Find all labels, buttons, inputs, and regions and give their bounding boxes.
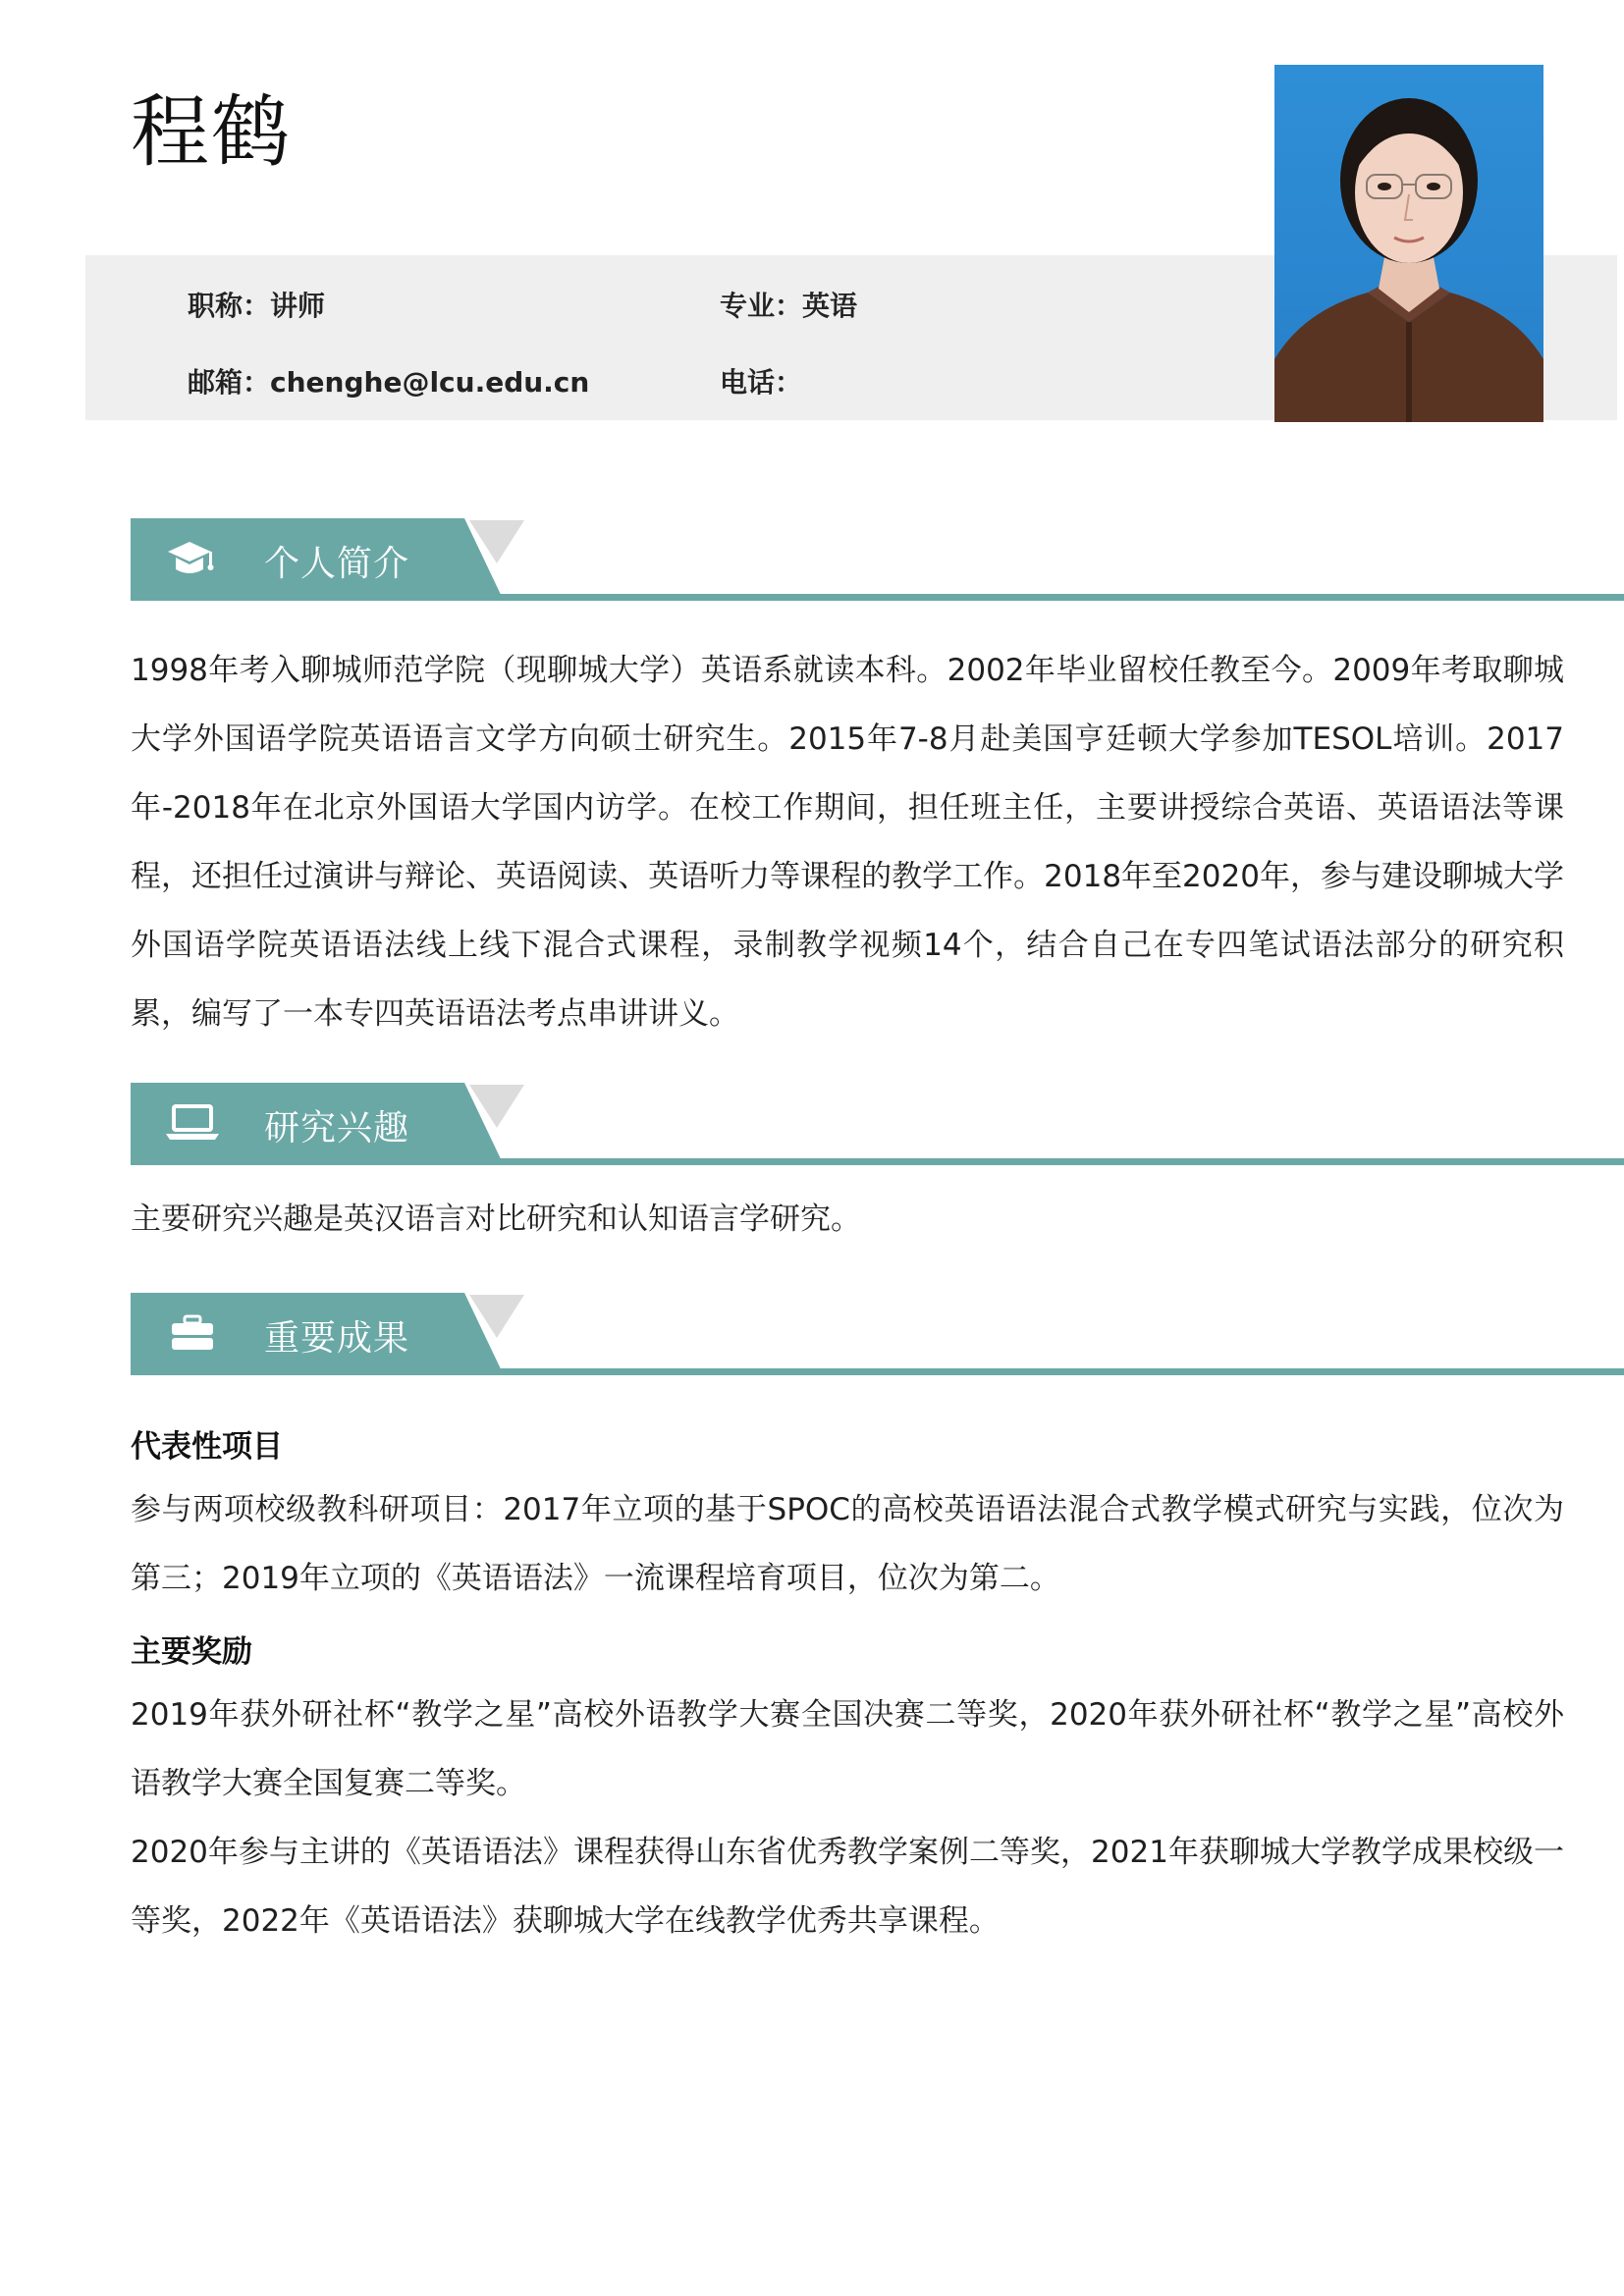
info-major [720, 285, 857, 324]
profile-text: 1998年考入聊城师范学院（现聊城大学）英语系就读本科。2002年毕业留校任教至今。2009年考取聊城大学外国语学院英语语言文学方向硕士研究生。2015年7-8月赴美国亨廷顿大学参加TESOL培训。2017年-2018年在北京外国语大学国内访学。在校工作期间，担任班主任，主要讲授综合英语、英语语法等课程，还担任过演讲与辩论、英语阅读、英语听力等课程的教学工作。2018年至2020年，参与建设聊城大学外国语学院英语语法线上线下混合式课程，录制教学视频14个，结合自己在专四笔试语法部分的研究积累，编写了一本专四英语语法考点串讲讲义。 [131, 653, 1564, 1032]
section-tab-notch [469, 1085, 524, 1128]
awards-heading: 主要奖励 [131, 1634, 252, 1670]
info-email [188, 361, 589, 400]
projects-heading: 代表性项目 [131, 1429, 283, 1465]
section-title-research: 研究兴趣 [264, 1108, 410, 1148]
person-name: 程鹤 [131, 86, 292, 178]
awards-text-2: 2020年参与主讲的《英语语法》课程获得山东省优秀教学案例二等奖，2021年获聊城大学教学成果校级一等奖，2022年《英语语法》获聊城大学在线教学优秀共享课程。 [131, 1835, 1564, 1939]
info-title [188, 285, 325, 324]
info-email-value[interactable]: chenghe@lcu.edu.cn [270, 366, 590, 399]
info-major-value: 英语 [802, 290, 858, 322]
section-tab-notch [469, 520, 524, 563]
info-email-label: 邮箱： [188, 366, 271, 399]
info-phone [720, 361, 802, 400]
portrait-illustration [1274, 65, 1543, 422]
laptop-icon [164, 1102, 221, 1142]
info-title-value: 讲师 [270, 290, 326, 322]
section-tab-notch [469, 1295, 524, 1338]
graduation-cap-icon [164, 538, 221, 577]
research-text: 主要研究兴趣是英汉语言对比研究和认知语言学研究。 [131, 1201, 861, 1237]
projects-text: 参与两项校级教科研项目：2017年立项的基于SPOC的高校英语语法混合式教学模式研究与实践，位次为第三；2019年立项的《英语语法》一流课程培育项目，位次为第二。 [131, 1492, 1564, 1596]
profile-photo [1274, 65, 1543, 422]
info-title-label: 职称： [188, 290, 271, 322]
section-header-achievements [131, 1293, 1624, 1375]
section-title-profile: 个人简介 [264, 544, 410, 584]
info-major-label: 专业： [720, 290, 803, 322]
briefcase-icon [164, 1312, 221, 1352]
section-title-achievements: 重要成果 [264, 1318, 410, 1359]
section-header-profile [131, 518, 1624, 601]
awards-text-1: 2019年获外研社杯“教学之星”高校外语教学大赛全国决赛二等奖，2020年获外研社杯“教学之星”高校外语教学大赛全国复赛二等奖。 [131, 1697, 1564, 1801]
info-phone-label: 电话： [720, 366, 803, 399]
section-header-research [131, 1083, 1624, 1165]
